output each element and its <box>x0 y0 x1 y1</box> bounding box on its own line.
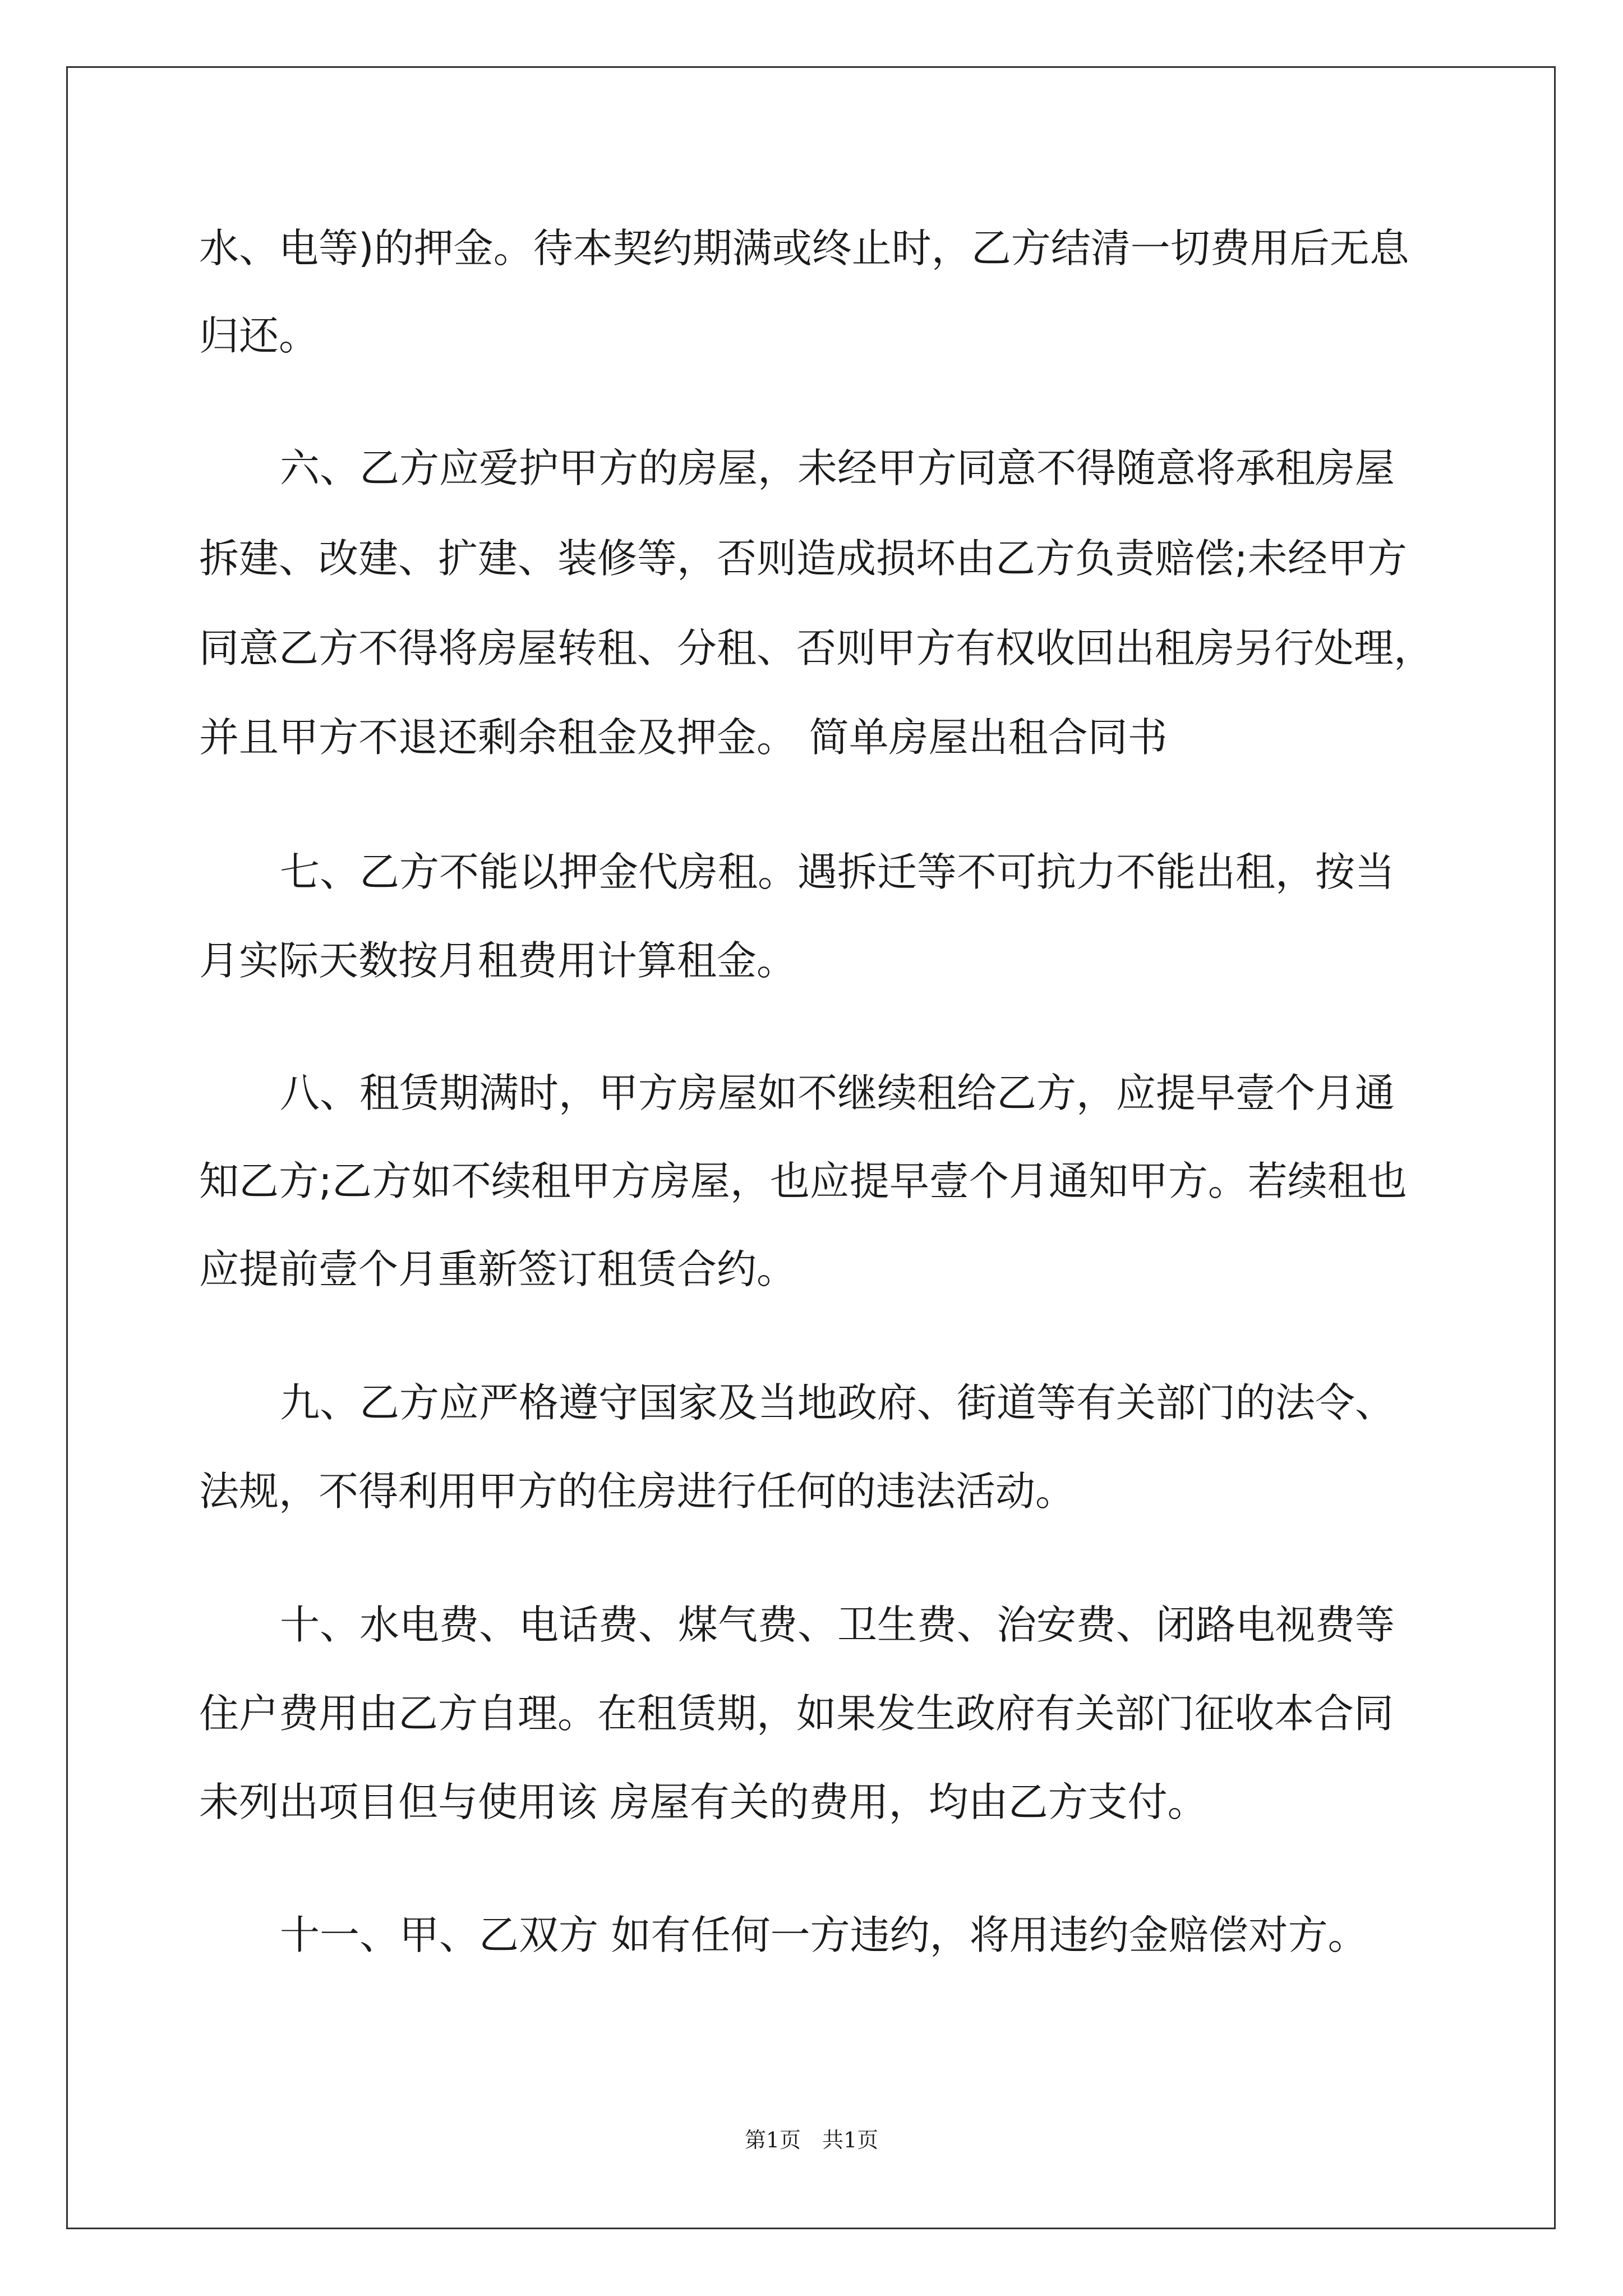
text-line: 未列出项目但与使用该 房屋有关的费用，均由乙方支付。 <box>199 1779 1207 1825</box>
text-line: 法规，不得利用甲方的住房进行任何的违法活动。 <box>199 1468 1076 1515</box>
text-line: 七、乙方不能以押金代房租。遇拆迁等不可抗力不能出租，按当 <box>280 849 1395 895</box>
page-border <box>66 66 1556 2229</box>
text-line: 月实际天数按月租费用计算租金。 <box>199 937 797 984</box>
page-number-footer: 第1页 共1页 <box>744 2128 879 2152</box>
text-line: 八、租赁期满时，甲方房屋如不继续租给乙方，应提早壹个月通 <box>280 1070 1395 1116</box>
text-line: 十一、甲、乙双方 如有任何一方违约，将用违约金赔偿对方。 <box>280 1912 1368 1958</box>
text-line: 九、乙方应严格遵守国家及当地政府、街道等有关部门的法令、 <box>280 1379 1395 1426</box>
text-line: 应提前壹个月重新签订租赁合约。 <box>199 1246 797 1292</box>
text-line: 拆建、改建、扩建、装修等，否则造成损坏由乙方负责赔偿;未经甲方 <box>199 535 1407 582</box>
text-line: 住户费用由乙方自理。在租赁期，如果发生政府有关部门征收本合同 <box>199 1690 1394 1737</box>
text-line: 知乙方;乙方如不续租甲方房屋，也应提早壹个月通知甲方。若续租也 <box>199 1158 1407 1204</box>
text-line: 并且甲方不退还剩余租金及押金。 简单房屋出租合同书 <box>199 714 1168 761</box>
text-line: 十、水电费、电话费、煤气费、卫生费、治安费、闭路电视费等 <box>280 1602 1395 1648</box>
text-line: 水、电等)的押金。待本契约期满或终止时，乙方结清一切费用后无息 <box>199 225 1409 272</box>
text-line: 归还。 <box>199 312 319 359</box>
text-line: 同意乙方不得将房屋转租、分租、否则甲方有权收回出租房另行处理， <box>199 625 1434 671</box>
text-line: 六、乙方应爱护甲方的房屋，未经甲方同意不得随意将承租房屋 <box>280 445 1395 491</box>
